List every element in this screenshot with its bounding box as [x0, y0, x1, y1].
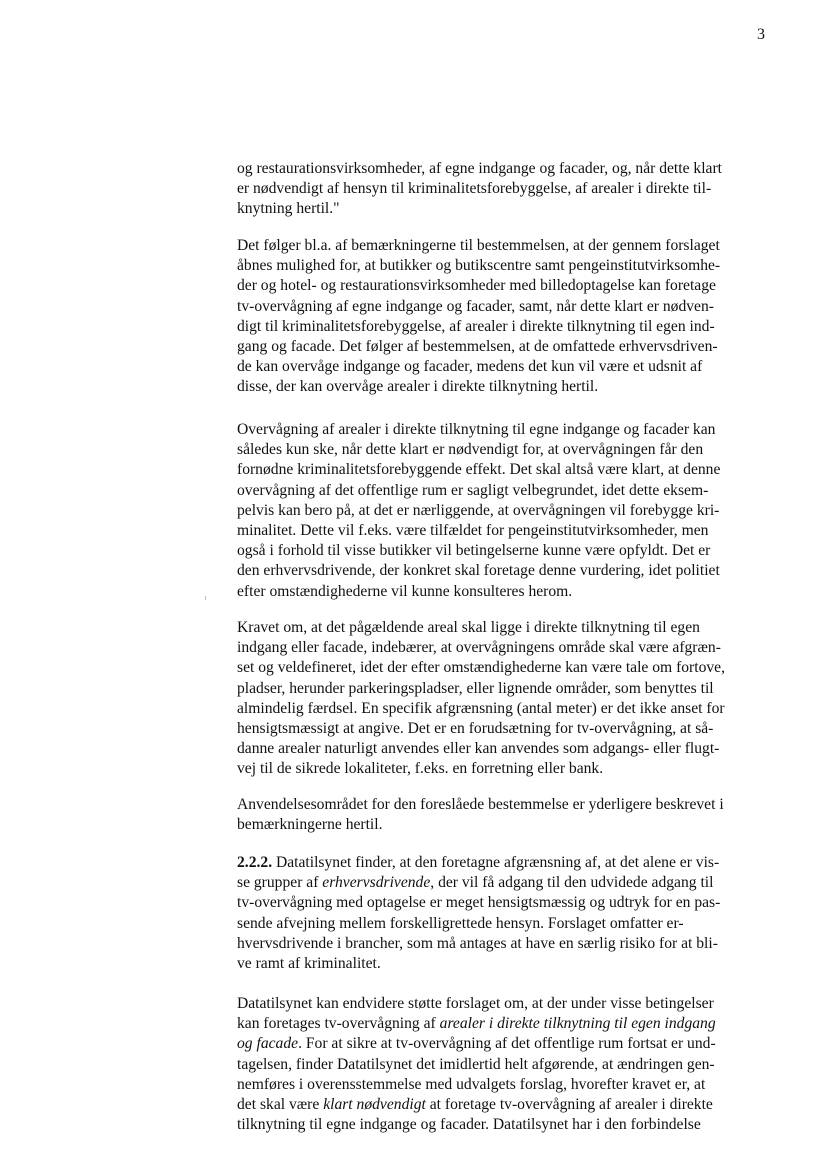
text-line: knytning hertil." — [237, 200, 340, 218]
text-line: tv-overvågning med optagelse er meget hensigtsmæssig og udtryk for en pas- — [237, 894, 721, 912]
text-line: vej til de sikrede lokaliteter, f.eks. en forretning eller bank. — [237, 760, 604, 778]
text-line: indgang eller facade, indebærer, at overvågningens område skal være afgræn- — [237, 639, 721, 657]
text-line: fornødne kriminalitetsforebyggende effekt. Det skal altså være klart, at denne — [237, 461, 721, 479]
text-line: minalitet. Dette vil f.eks. være tilfældet for pengeinstitutvirksomheder, men — [237, 522, 709, 540]
text-line: Overvågning af arealer i direkte tilknytning til egne indgange og facader kan — [237, 421, 716, 438]
text-span: . For at sikre at tv-overvågning af det offentlige rum fortsat er und- — [298, 1035, 716, 1053]
text-line: hvervsdrivende i brancher, som må antages at have en særlig risiko for at bli- — [237, 934, 718, 952]
paragraph-1 — [237, 159, 767, 220]
section-2-2-2 — [237, 853, 767, 974]
text-line: Det følger bl.a. af bemærkningerne til bestemmelsen, at der gennem forslaget — [237, 237, 720, 254]
text-line: tv-overvågning af egne indgange og facader, samt, når dette klart er nødven- — [237, 297, 714, 315]
text-span: Datatilsynet finder, at den foretagne afgrænsning af, at det alene er vis- — [272, 854, 720, 871]
text-line — [237, 1095, 767, 1115]
text-line: pelvis kan bero på, at det er nærliggende, at overvågningen vil forebygge kri- — [237, 501, 720, 519]
text-line: også i forhold til visse butikker vil betingelserne kunne være opfyldt. Det er — [237, 542, 711, 560]
text-span: kan foretages tv-overvågning af — [237, 1015, 440, 1033]
text-line: tilknytning til egne indgange og facader. Datatilsynet har i den forbindelse — [237, 1116, 701, 1134]
text-span: se grupper af — [237, 874, 323, 892]
text-line: Datatilsynet kan endvidere støtte forslaget om, at der under visse betingelser — [237, 995, 714, 1012]
text-line: pladser, herunder parkeringspladser, eller lignende områder, som benyttes til — [237, 679, 714, 697]
paragraph-3 — [237, 420, 767, 602]
text-span: at foretage tv-overvågning af arealer i direkte — [425, 1096, 713, 1114]
scan-speck — [205, 596, 206, 600]
text-line: gang og facade. Det følger af bestemmelsen, at de omfattede erhvervsdriven- — [237, 338, 718, 356]
text-line: er nødvendigt af hensyn til kriminalitetsforebyggelse, af arealer i direkte til- — [237, 180, 712, 198]
text-line: sende afvejning mellem forskelligrettede hensyn. Forslaget omfatter er- — [237, 914, 684, 932]
text-line — [237, 873, 767, 893]
text-line: tagelsen, finder Datatilsynet det imidlertid helt afgørende, at ændringen gen- — [237, 1055, 715, 1073]
text-line: danne arealer naturligt anvendes eller kan anvendes som adgangs- eller flugt- — [237, 740, 720, 758]
emphasis-text: arealer i direkte tilknytning til egen indgang — [439, 1015, 716, 1033]
text-line: almindelig færdsel. En specifik afgrænsning (antal meter) er det ikke anset for — [237, 699, 725, 717]
emphasis-text: erhvervsdrivende — [322, 874, 431, 892]
text-line: set og veldefineret, idet der efter omstændighederne kan være tale om fortove, — [237, 659, 725, 677]
text-line — [237, 1014, 767, 1034]
text-line: ve ramt af kriminalitet. — [237, 955, 381, 973]
paragraph-5 — [237, 795, 767, 835]
text-line — [237, 1034, 767, 1054]
text-span: det skal være — [237, 1096, 324, 1114]
text-line: disse, der kan overvåge arealer i direkte tilknytning hertil. — [237, 378, 599, 396]
text-line: overvågning af det offentlige rum er sagligt velbegrundet, idet dette eksem- — [237, 481, 709, 499]
paragraph-4 — [237, 618, 767, 780]
text-line — [237, 853, 767, 873]
text-line: åbnes mulighed for, at butikker og butikscentre samt pengeinstitutvirksomhe- — [237, 257, 721, 275]
text-line: efter omstændighederne vil kunne konsulteres herom. — [237, 582, 573, 600]
section-number: 2.2.2. — [237, 854, 273, 871]
page-number: 3 — [757, 26, 765, 43]
paragraph-2 — [237, 236, 767, 398]
text-line: således kun ske, når dette klart er nødvendigt for, at overvågningen får den — [237, 441, 704, 459]
paragraph-final — [237, 994, 767, 1135]
text-line: der og hotel- og restaurationsvirksomheder med billedoptagelse kan foretage — [237, 277, 716, 295]
text-span: , der vil få adgang til den udvidede adgang til — [430, 874, 714, 892]
emphasis-text: og facade — [237, 1035, 299, 1053]
text-line: Anvendelsesområdet for den foreslåede bestemmelse er yderligere beskrevet i — [237, 796, 724, 813]
text-line: bemærkningerne hertil. — [237, 816, 383, 834]
emphasis-text: klart nødvendigt — [323, 1096, 426, 1114]
text-line: Kravet om, at det pågældende areal skal ligge i direkte tilknytning til egen — [237, 619, 700, 636]
text-line: de kan overvåge indgange og facader, medens det kun vil være et udsnit af — [237, 358, 703, 376]
text-line: og restaurationsvirksomheder, af egne indgange og facader, og, når dette klart — [237, 160, 722, 177]
text-line: nemføres i overensstemmelse med udvalgets forslag, hvorefter kravet er, at — [237, 1075, 706, 1093]
text-line: den erhvervsdrivende, der konkret skal foretage denne vurdering, idet politiet — [237, 562, 720, 580]
text-line: digt til kriminalitetsforebyggelse, af arealer i direkte tilknytning til egen ind- — [237, 317, 715, 335]
text-line: hensigtsmæssigt at angive. Det er en forudsætning for tv-overvågning, at så- — [237, 720, 714, 738]
